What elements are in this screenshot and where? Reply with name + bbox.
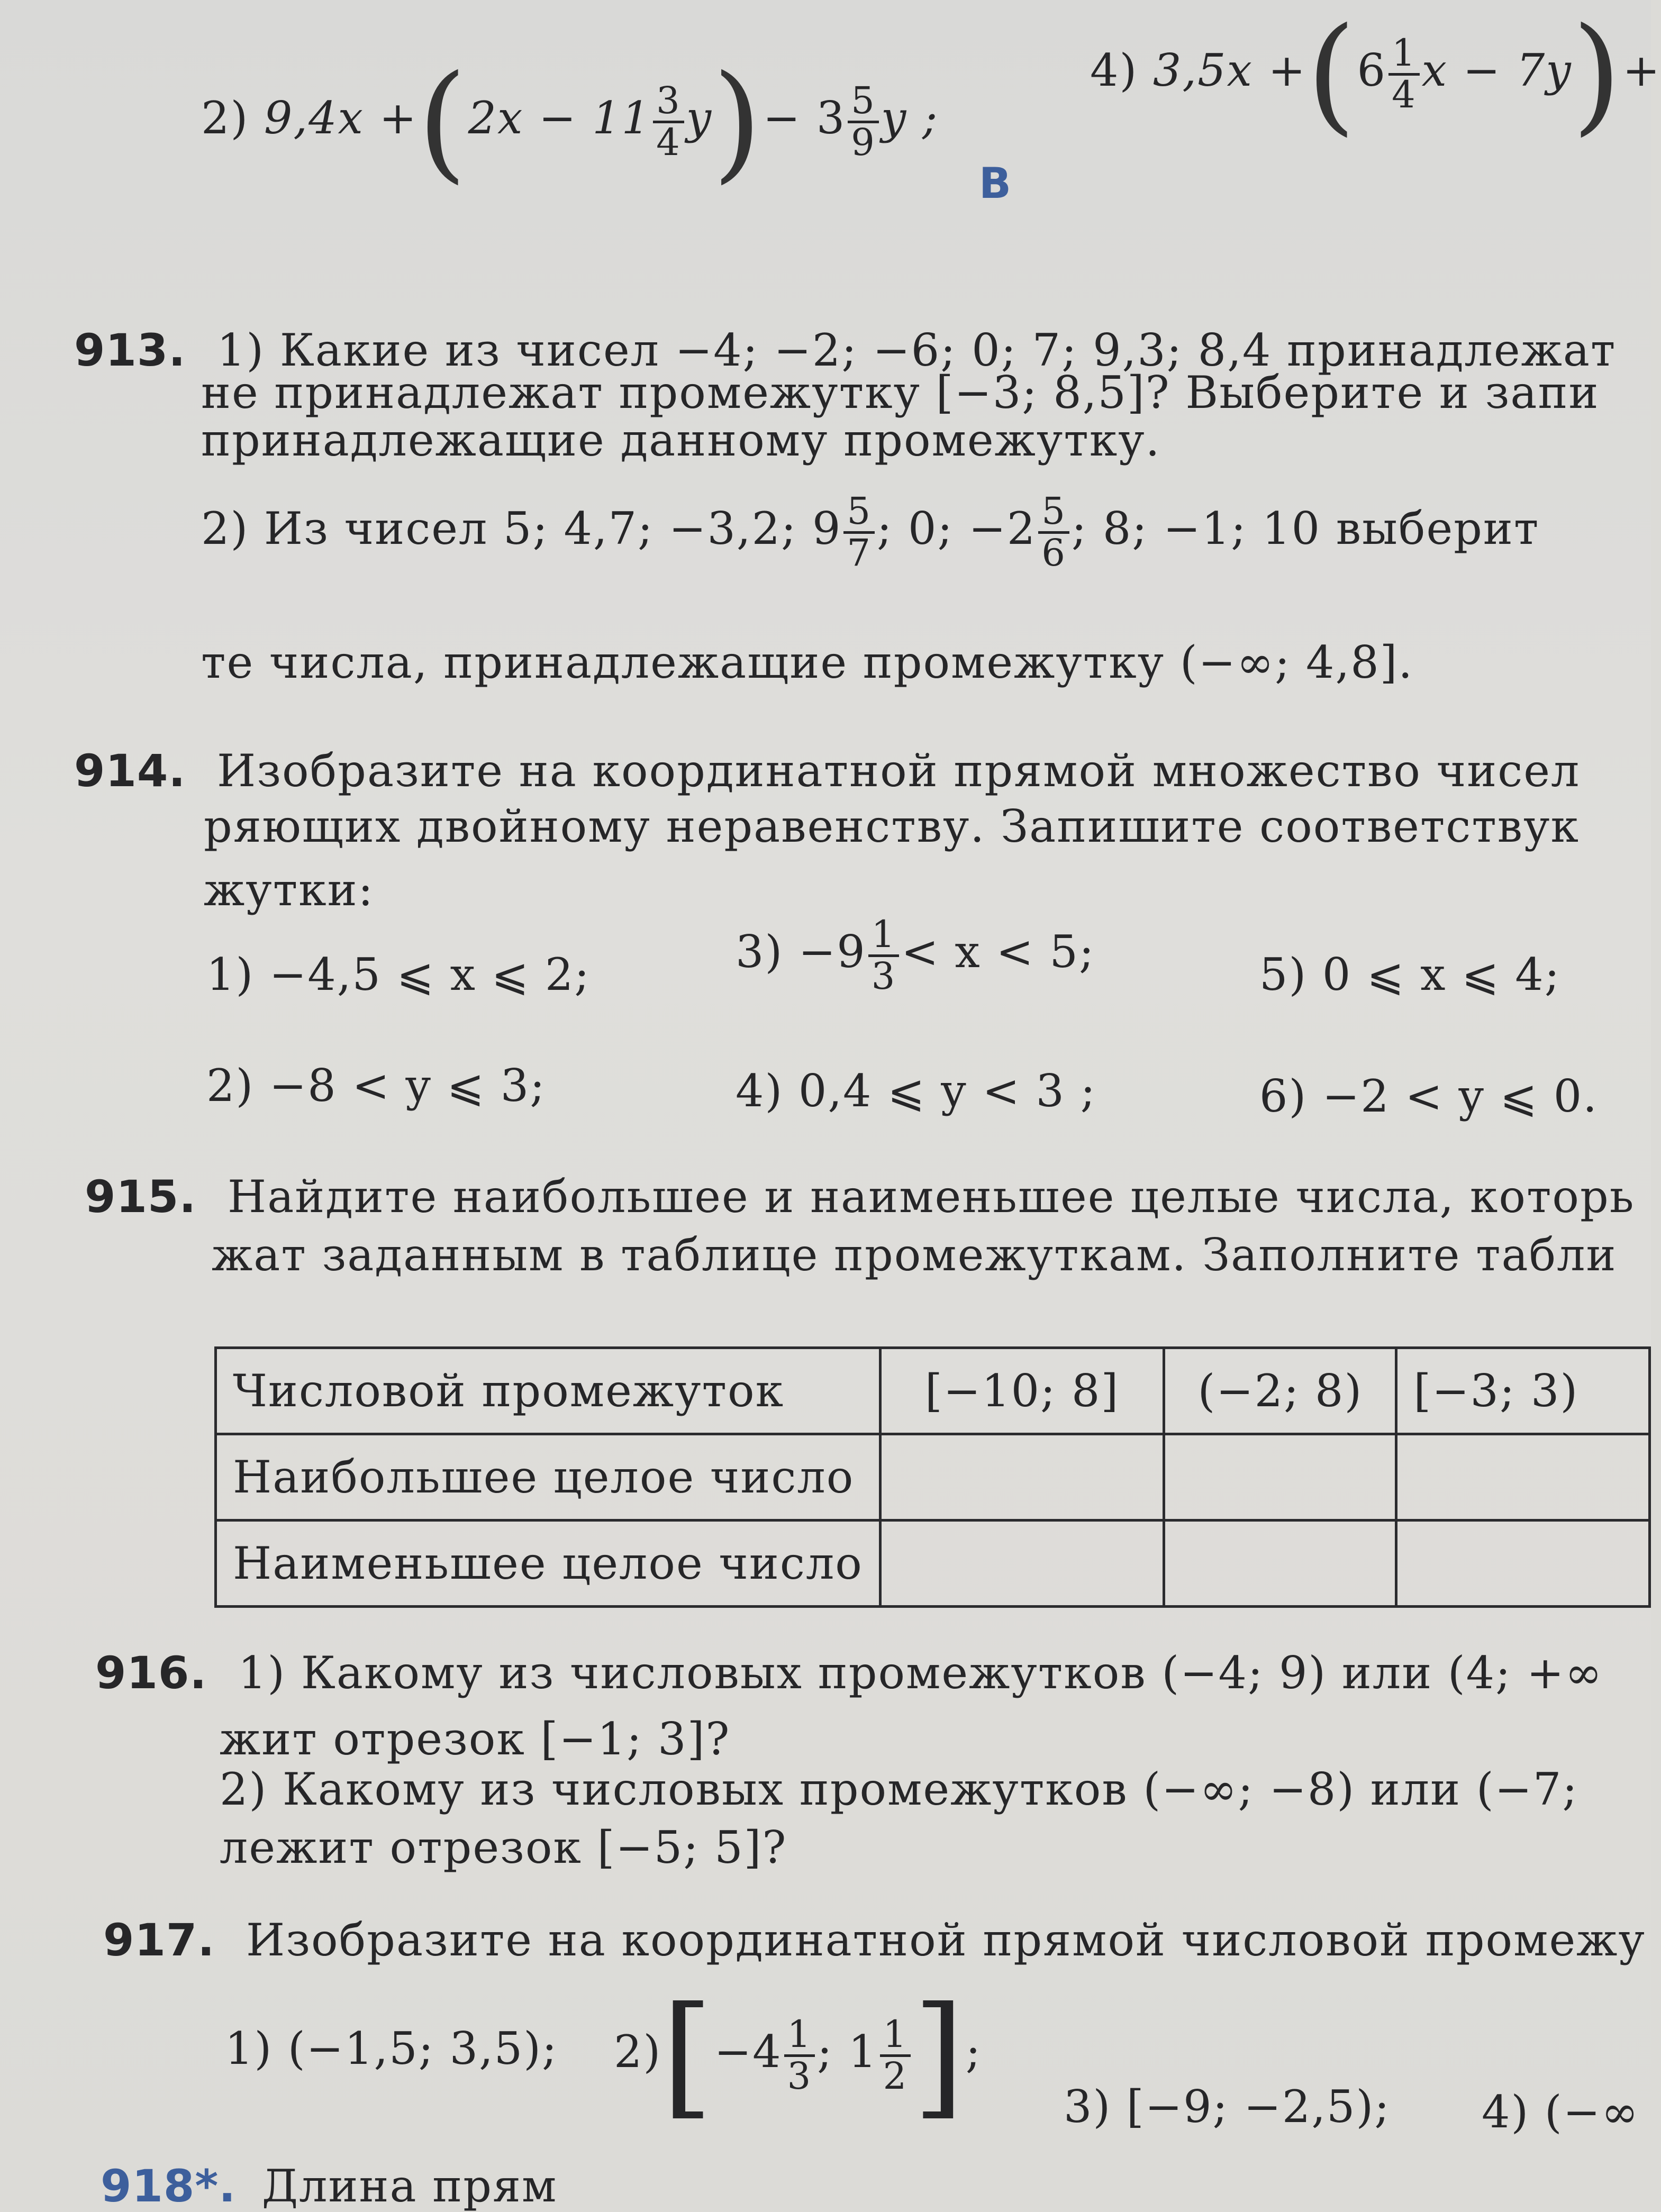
table-row-label: Наименьшее целое число [216, 1521, 881, 1607]
problem-917-item-2: 2)[−4 $\frac{1}{3}$ ; 1 $\frac{1}{2}$ ]; [614, 1978, 982, 2132]
problem-number: 918*. [101, 2160, 237, 2212]
problem-914-line-3: жутки: [204, 864, 374, 916]
problem-913-line-2: не принадлежат промежутку [−3; 8,5]? Выберите и запи [201, 367, 1600, 418]
problem-number: 913. [74, 324, 186, 376]
table-cell-empty[interactable] [880, 1521, 1164, 1607]
problem-914-item-5: 5) 0 ⩽ x ⩽ 4; [1259, 949, 1561, 1000]
table-cell-empty[interactable] [1164, 1434, 1396, 1521]
problem-914-item-4: 4) 0,4 ⩽ y < 3 ; [736, 1065, 1096, 1117]
fraction: $\frac{1}{3}$ [784, 2015, 815, 2096]
problem-913-line-4: 2) Из чисел 5; 4,7; −3,2; 9 $\frac{5}{7}$ ; 0; −2 $\frac{5}{6}$ ; 8; −1; 10 выберит [201, 489, 1540, 575]
table-cell-empty[interactable] [1164, 1521, 1396, 1607]
table-column-header: [−3; 3) [1396, 1348, 1650, 1434]
problem-917-item-1: 1) (−1,5; 3,5); [225, 2023, 558, 2074]
fraction: $\frac{1}{3}$ [868, 915, 900, 996]
problem-917-item-3: 3) [−9; −2,5); [1064, 2081, 1391, 2133]
problem-917-line-1: 917. Изобразите на координатной прямой числовой промежу [103, 1914, 1646, 1966]
fraction: $\frac{3}{4}$ [653, 81, 684, 162]
table-header-label: Числовой промежуток [216, 1348, 881, 1434]
fraction: $\frac{5}{6}$ [1038, 492, 1069, 572]
table-column-header: (−2; 8) [1164, 1348, 1396, 1434]
fraction: $\frac{1}{2}$ [880, 2015, 911, 2096]
problem-number: 917. [103, 1914, 215, 1966]
problem-916-line-4: лежит отрезок [−5; 5]? [220, 1822, 787, 1873]
problem-913-line-3: принадлежащие данному промежутку. [201, 414, 1161, 466]
fraction: $\frac{5}{9}$ [848, 81, 879, 162]
problem-916-line-3: 2) Какому из числовых промежутков (−∞; −8) или (−7; [220, 1763, 1578, 1815]
table-row-label: Наибольшее целое число [216, 1434, 881, 1521]
problem-918-line-1: 918*. Длина прям [101, 2160, 558, 2212]
problem-number: 916. [95, 1647, 207, 1699]
expr-item-2: 2) 9,4x +(2x − 11 $\frac{3}{4}$ y)− 3 $\frac{5}{9}$ y ; [201, 48, 939, 196]
table-row [216, 1348, 1650, 1434]
problem-916-line-1: 916. 1) Какому из числовых промежутков (−4; 9) или (4; +∞ [95, 1647, 1603, 1699]
problem-917-item-4: 4) (−∞ [1482, 2086, 1640, 2138]
problem-914-line-1: 914. Изобразите на координатной прямой множество чисел [74, 745, 1581, 797]
problem-913-line-1: 913. 1) Какие из чисел −4; −2; −6; 0; 7; 9,3; 8,4 принадлежат [74, 324, 1617, 376]
problem-913-line-5: те числа, принадлежащие промежутку (−∞; 4,8]. [201, 636, 1414, 688]
table-row [216, 1521, 1650, 1607]
problem-915-line-2: жат заданным в таблице промежуткам. Заполните табли [212, 1229, 1617, 1281]
problem-914-line-2: ряющих двойному неравенству. Запишите соответствук [204, 800, 1580, 852]
table-cell-empty[interactable] [1396, 1434, 1650, 1521]
problem-914-item-3: 3) −9 $\frac{1}{3}$ < x < 5; [736, 913, 1095, 998]
section-letter: В [979, 159, 1011, 208]
problem-915-line-1: 915. Найдите наибольшее и наименьшее целые числа, которь [85, 1171, 1635, 1223]
fraction: $\frac{1}{4}$ [1388, 34, 1420, 114]
problem-916-line-2: жит отрезок [−1; 3]? [220, 1713, 731, 1765]
problem-914-item-1: 1) −4,5 ⩽ x ⩽ 2; [206, 949, 591, 1000]
problem-number: 914. [74, 745, 186, 797]
expr-item-4: 4) 3,5x +(6 $\frac{1}{4}$ x − 7y)+ [1090, 0, 1661, 148]
table-cell-empty[interactable] [880, 1434, 1164, 1521]
table-row [216, 1434, 1650, 1521]
problem-914-item-6: 6) −2 < y ⩽ 0. [1259, 1070, 1598, 1122]
table-cell-empty[interactable] [1396, 1521, 1650, 1607]
problem-914-item-2: 2) −8 < y ⩽ 3; [206, 1060, 546, 1112]
table-column-header: [−10; 8] [880, 1348, 1164, 1434]
problem-number: 915. [85, 1171, 197, 1223]
intervals-table [214, 1346, 1651, 1608]
fraction: $\frac{5}{7}$ [843, 492, 875, 572]
